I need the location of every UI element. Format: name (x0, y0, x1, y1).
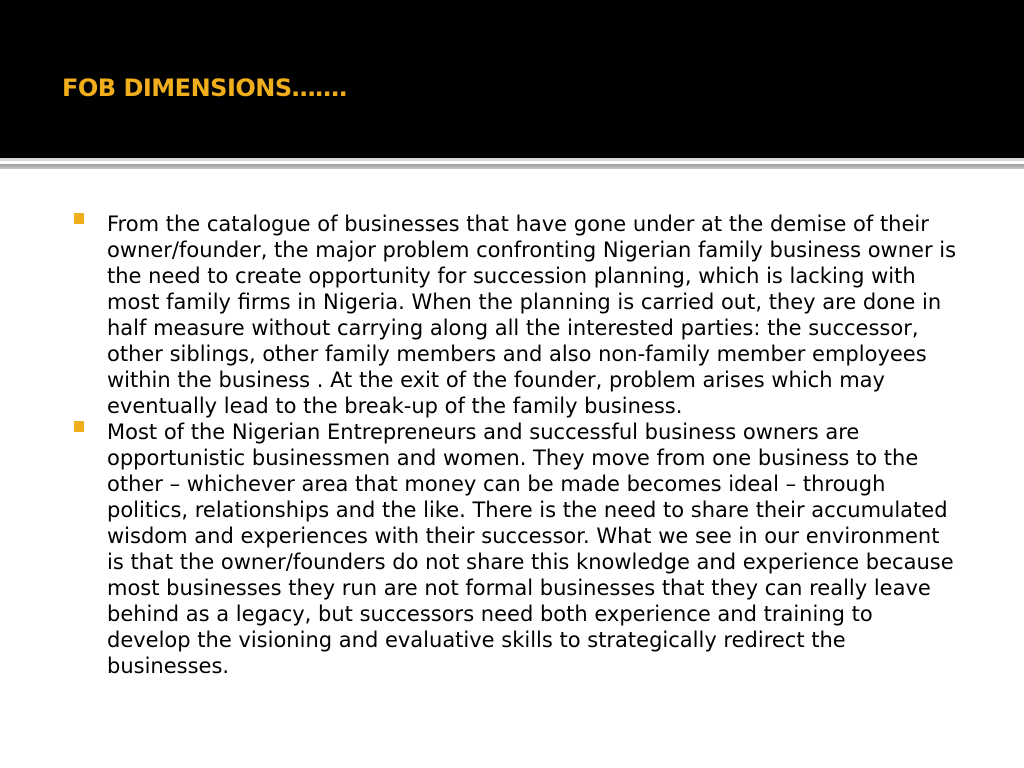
bullet-item-succession-planning (72, 211, 962, 419)
header-divider-dark (0, 164, 1024, 169)
bullet-text: Most of the Nigerian Entrepreneurs and successful business owners are opportunistic businessmen and women. They move from one business to the other – whichever area that money can be made becomes ideal – through politics, relationships and the like. There is the need to share their accumulated wisdom and experiences with their successor. What we see in our environment is that the owner/founders do not share this knowledge and experience because most businesses they run are not formal businesses that they can really leave behind as a legacy, but successors need both experience and training to develop the visioning and evaluative skills to strategically redirect the businesses. (107, 420, 954, 678)
bullet-item-entrepreneurs (72, 419, 962, 679)
title-band (0, 0, 1024, 158)
square-bullet-icon (74, 421, 84, 432)
bullet-text: From the catalogue of businesses that have gone under at the demise of their owner/founder, the major problem confronting Nigerian family business owner is the need to create opportunity for succession planning, which is lacking with most family firms in Nigeria. When the planning is carried out, they are done in half measure without carrying along all the interested parties: the successor, other siblings, other family members and also non-family member employees within the business . At the exit of the founder, problem arises which may eventually lead to the break-up of the family business. (107, 212, 957, 418)
square-bullet-icon (74, 213, 84, 224)
header-divider-light (0, 158, 1024, 161)
slide-title: FOB DIMENSIONS……. (62, 74, 348, 102)
bullet-list (72, 211, 962, 679)
